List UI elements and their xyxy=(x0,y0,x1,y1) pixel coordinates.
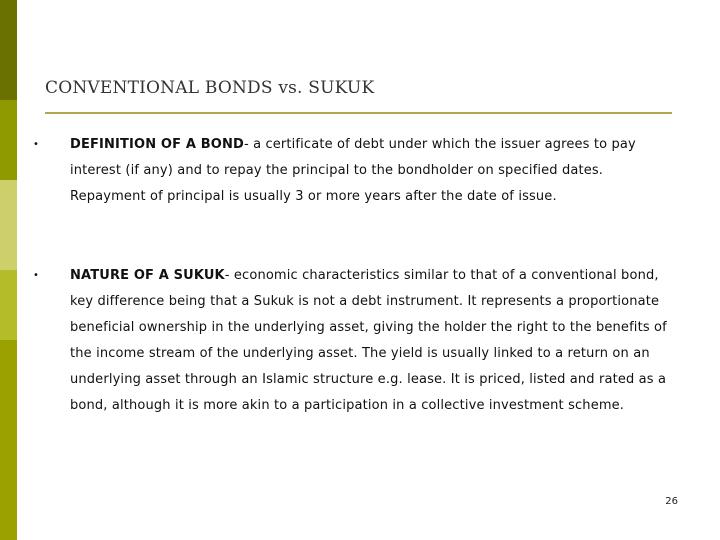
sidebar-stripe-4 xyxy=(0,270,17,340)
sidebar-stripe-3 xyxy=(0,180,17,270)
bullet-nature-of-sukuk xyxy=(33,263,683,419)
bullet-text xyxy=(70,263,683,419)
bullet-term: NATURE OF A SUKUK xyxy=(70,268,225,283)
bullet-body: - economic characteristics similar to that of a conventional bond, key difference being that a Sukuk is not a debt instrument. It represents a proportionate beneficial ownership in the underlying asset, giving the holder the right to the benefits of the income stream of the underlying asset. The yield is usually linked to a return on an underlying asset through an Islamic structure e.g. lease. It is priced, listed and rated as a bond, although it is more akin to a participation in a collective investment scheme. xyxy=(70,268,667,413)
sidebar-stripe-1 xyxy=(0,0,17,100)
title-divider xyxy=(45,112,672,114)
page-number: 26 xyxy=(665,496,678,507)
bullet-icon: • xyxy=(33,270,39,281)
bullet-term: DEFINITION OF A BOND xyxy=(70,137,244,152)
sidebar-stripe-2 xyxy=(0,100,17,180)
bullet-body: - a certificate of debt under which the issuer agrees to pay interest (if any) and to repay the principal to the bondholder on specified dates. Repayment of principal is usually 3 or more years after the date of issue. xyxy=(70,137,636,204)
bullet-icon: • xyxy=(33,139,39,150)
bullet-definition-of-bond xyxy=(33,132,683,210)
slide-title: CONVENTIONAL BONDS vs. SUKUK xyxy=(45,78,375,98)
sidebar-stripe-5 xyxy=(0,340,17,540)
bullet-text xyxy=(70,132,683,210)
